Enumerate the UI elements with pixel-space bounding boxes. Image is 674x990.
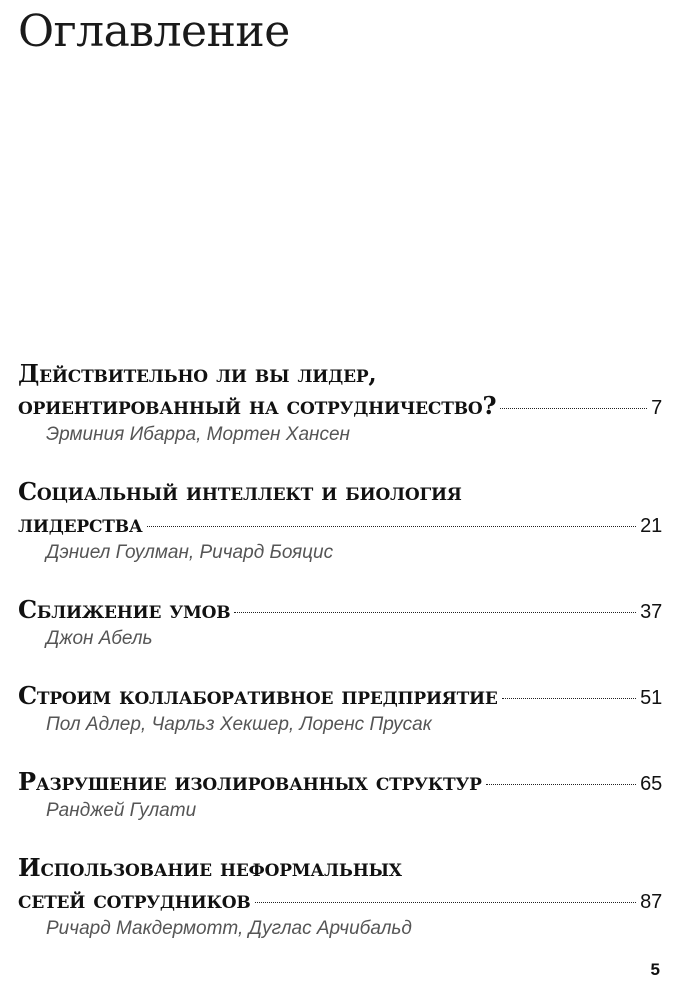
- entry-title-line: Использование неформальных: [18, 853, 402, 882]
- dot-leader: [502, 698, 636, 699]
- entry-authors: Джон Абель: [46, 628, 153, 649]
- entry-title-line: Разрушение изолированных структур: [18, 767, 482, 796]
- entry-authors: Дэниел Гоулман, Ричард Бояцис: [46, 542, 334, 563]
- entry-title-line: Строим коллаборативное предприятие: [18, 681, 498, 710]
- entry-title: [18, 766, 662, 800]
- dot-leader: [500, 408, 647, 409]
- page-title: Оглавление: [18, 6, 290, 57]
- entry-title: [18, 594, 662, 628]
- entry-authors: Ричард Макдермотт, Дуглас Арчибальд: [46, 918, 412, 939]
- dot-leader: [147, 526, 637, 527]
- entry-page-number: 65: [640, 773, 662, 795]
- entry-title-line: сетей сотрудников: [18, 885, 251, 914]
- entry-title-line: Сближение умов: [18, 595, 231, 624]
- entry-page-number: 51: [640, 687, 662, 709]
- entry-page-number: 37: [640, 601, 662, 623]
- entry-title: [18, 476, 662, 542]
- dot-leader: [486, 784, 636, 785]
- toc-entry[interactable]: [18, 476, 662, 594]
- entry-page-number: 7: [651, 397, 662, 419]
- entry-title: [18, 358, 662, 424]
- entry-title-line: лидерства: [18, 509, 143, 538]
- entry-authors: Пол Адлер, Чарльз Хекшер, Лоренс Прусак: [46, 714, 432, 735]
- dot-leader: [234, 612, 636, 613]
- entry-title-line: Социальный интеллект и биология: [18, 477, 462, 506]
- entry-title-line: ориентированный на сотрудничество?: [18, 391, 497, 420]
- toc-entry[interactable]: [18, 594, 662, 680]
- entry-page-number: 87: [640, 891, 662, 913]
- page-number: 5: [650, 960, 660, 979]
- entry-title: [18, 852, 662, 918]
- toc-entry[interactable]: [18, 766, 662, 852]
- entry-title: [18, 680, 662, 714]
- entry-authors: Эрминия Ибарра, Мортен Хансен: [46, 424, 350, 445]
- dot-leader: [255, 902, 637, 903]
- entry-title-line: Действительно ли вы лидер,: [18, 359, 377, 388]
- table-of-contents: [18, 358, 662, 952]
- toc-entry[interactable]: [18, 358, 662, 476]
- toc-entry[interactable]: [18, 852, 662, 952]
- entry-authors: Ранджей Гулати: [46, 800, 197, 821]
- toc-entry[interactable]: [18, 680, 662, 766]
- entry-page-number: 21: [640, 515, 662, 537]
